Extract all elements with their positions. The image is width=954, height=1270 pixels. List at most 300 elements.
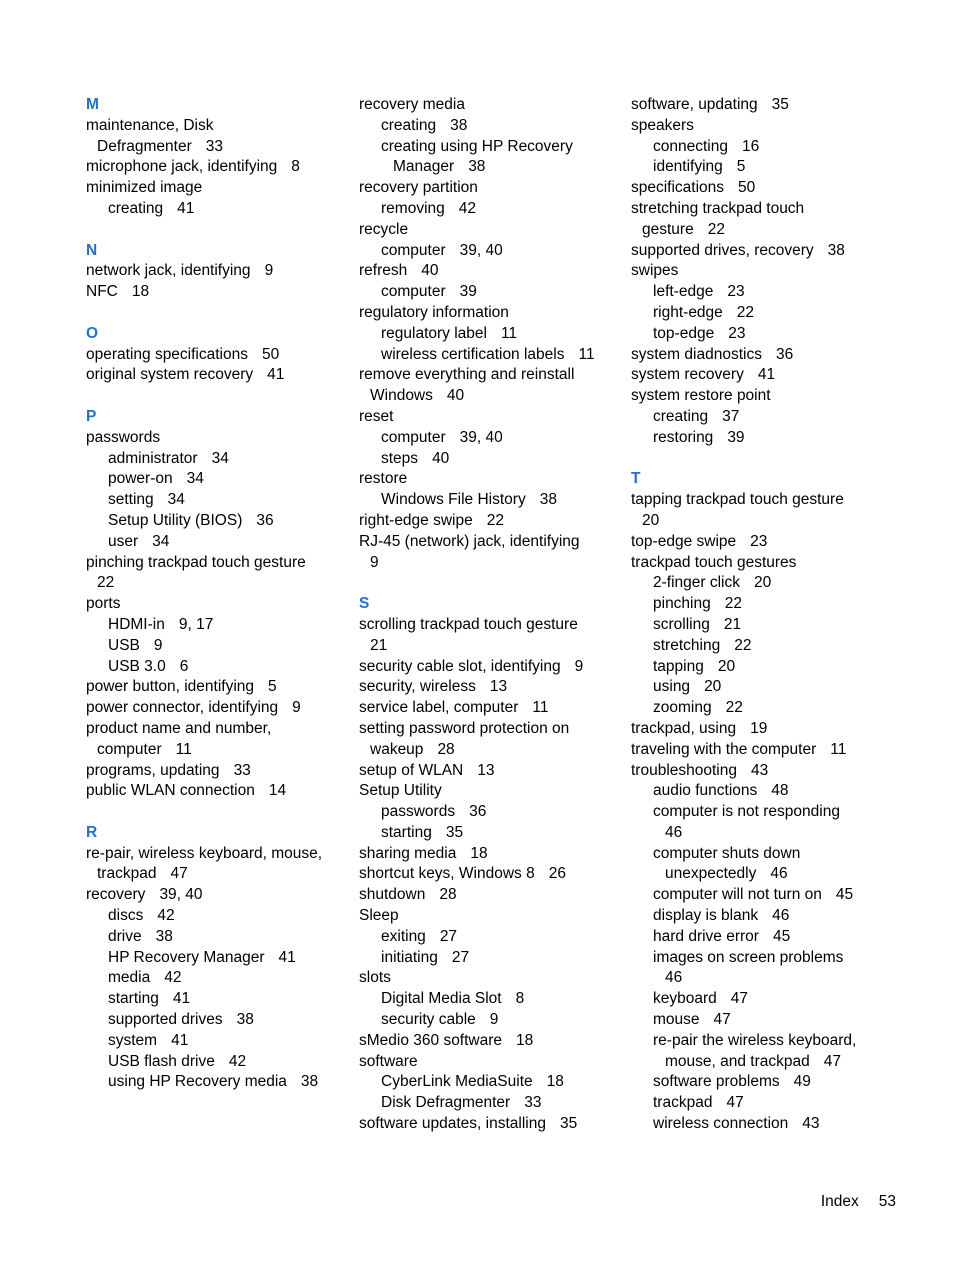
entry-term: original system recovery xyxy=(86,366,254,384)
entry-term: wireless connection xyxy=(653,1115,789,1133)
index-entry xyxy=(359,157,621,178)
index-entry xyxy=(631,1010,893,1031)
index-entry xyxy=(631,282,893,303)
entry-term: top-edge xyxy=(653,324,715,342)
entry-pages: 22 xyxy=(725,699,743,717)
entry-term: reset xyxy=(359,407,394,425)
entry-pages: 20 xyxy=(704,678,722,696)
entry-term: regulatory information xyxy=(359,303,509,321)
index-entry xyxy=(631,220,893,241)
entry-term: passwords xyxy=(86,428,161,446)
index-entry xyxy=(631,864,893,885)
entry-term: tapping trackpad touch gesture xyxy=(631,491,844,509)
entry-term: software xyxy=(359,1052,418,1070)
index-entry xyxy=(359,1010,621,1031)
entry-pages: 34 xyxy=(152,532,170,550)
entry-term: 46 xyxy=(665,969,683,987)
section-gap xyxy=(86,386,348,407)
entry-term: mouse xyxy=(653,1011,700,1029)
entry-pages: 50 xyxy=(738,179,756,197)
entry-pages: 47 xyxy=(170,865,188,883)
entry-term: media xyxy=(108,969,151,987)
entry-term: 9 xyxy=(370,553,379,571)
index-entry xyxy=(631,636,893,657)
entry-term: ports xyxy=(86,595,121,613)
index-entry xyxy=(86,1072,348,1093)
section-letter: P xyxy=(86,407,97,425)
entry-term: zooming xyxy=(653,699,712,717)
entry-term: images on screen problems xyxy=(653,948,844,966)
entry-term: recycle xyxy=(359,220,409,238)
index-entry xyxy=(359,823,621,844)
index-entry xyxy=(359,636,621,657)
index-entry xyxy=(359,927,621,948)
entry-term: Windows xyxy=(370,387,433,405)
entry-term: Disk Defragmenter xyxy=(381,1094,511,1112)
entry-pages: 11 xyxy=(500,324,518,342)
entry-pages: 42 xyxy=(228,1052,247,1070)
entry-pages: 33 xyxy=(205,137,224,155)
entry-term: wireless certification labels xyxy=(381,345,565,363)
index-entry xyxy=(631,407,893,428)
entry-term: operating specifications xyxy=(86,345,248,363)
entry-pages: 13 xyxy=(477,761,495,779)
entry-term: mouse, and trackpad xyxy=(665,1052,810,1070)
index-entry xyxy=(86,677,348,698)
page-footer xyxy=(821,1192,896,1213)
entry-pages: 5 xyxy=(736,158,746,176)
entry-term: trackpad xyxy=(97,865,157,883)
entry-term: minimized image xyxy=(86,179,203,197)
entry-pages: 20 xyxy=(717,657,736,675)
index-entry xyxy=(631,615,893,636)
entry-pages: 9, 17 xyxy=(178,615,214,633)
section-letter: M xyxy=(86,96,99,113)
entry-pages: 35 xyxy=(771,96,789,113)
index-entry xyxy=(86,116,348,137)
entry-term: creating xyxy=(108,199,164,217)
entry-pages: 21 xyxy=(723,615,742,633)
entry-term: hard drive error xyxy=(653,927,759,945)
entry-pages: 38 xyxy=(236,1011,254,1029)
entry-pages: 18 xyxy=(546,1073,564,1091)
entry-term: 2-finger click xyxy=(653,574,740,592)
index-entry xyxy=(359,677,621,698)
index-entry xyxy=(86,178,348,199)
entry-term: software updates, installing xyxy=(359,1115,546,1133)
entry-term: computer is not responding xyxy=(653,803,840,821)
index-entry xyxy=(631,511,893,532)
entry-term: stretching xyxy=(653,636,721,654)
entry-pages: 13 xyxy=(489,678,508,696)
section-gap xyxy=(359,573,621,594)
section-gap xyxy=(86,220,348,241)
entry-term: right-edge xyxy=(653,303,723,321)
entry-pages: 39 xyxy=(727,428,745,446)
index-entry xyxy=(631,781,893,802)
entry-pages: 28 xyxy=(439,886,457,904)
section-letter: S xyxy=(359,595,370,613)
entry-pages: 39, 40 xyxy=(459,428,503,446)
entry-term: recovery media xyxy=(359,96,465,113)
entry-term: USB flash drive xyxy=(108,1052,215,1070)
entry-pages: 20 xyxy=(754,574,772,592)
page-number: 53 xyxy=(878,1193,896,1210)
index-entry xyxy=(631,345,893,366)
entry-term: RJ-45 (network) jack, identifying xyxy=(359,532,580,550)
index-entry xyxy=(631,906,893,927)
index-entry xyxy=(359,95,621,116)
index-entry xyxy=(359,802,621,823)
entry-term: scrolling trackpad touch gesture xyxy=(359,615,578,633)
entry-term: right-edge swipe xyxy=(359,511,473,529)
entry-term: sharing media xyxy=(359,844,457,862)
entry-term: network jack, identifying xyxy=(86,262,251,280)
section-gap xyxy=(86,802,348,823)
entry-term: top-edge swipe xyxy=(631,532,737,550)
entry-term: creating xyxy=(653,407,709,425)
entry-pages: 41 xyxy=(757,366,776,384)
entry-pages: 18 xyxy=(516,1031,534,1049)
entry-term: microphone jack, identifying xyxy=(86,158,278,176)
entry-pages: 14 xyxy=(268,782,287,800)
entry-term: security cable slot, identifying xyxy=(359,657,561,675)
index-entry xyxy=(631,698,893,719)
entry-term: tapping xyxy=(653,657,704,675)
entry-term: system recovery xyxy=(631,366,744,384)
index-entry xyxy=(359,885,621,906)
index-entry xyxy=(631,178,893,199)
entry-pages: 36 xyxy=(775,345,794,363)
index-entry xyxy=(86,636,348,657)
index-entry xyxy=(631,719,893,740)
entry-term: Setup Utility (BIOS) xyxy=(108,511,243,529)
entry-pages: 8 xyxy=(291,158,300,176)
entry-pages: 36 xyxy=(256,511,274,529)
index-entry xyxy=(86,282,348,303)
entry-term: power button, identifying xyxy=(86,678,255,696)
entry-pages: 41 xyxy=(177,199,195,217)
entry-term: remove everything and reinstall xyxy=(359,366,575,384)
index-entry xyxy=(631,303,893,324)
entry-term: starting xyxy=(381,823,432,841)
entry-term: setting xyxy=(108,491,154,509)
entry-term: trackpad touch gestures xyxy=(631,553,797,571)
index-entry xyxy=(359,116,621,137)
entry-term: product name and number, xyxy=(86,719,272,737)
entry-pages: 9 xyxy=(292,699,301,717)
entry-pages: 39, 40 xyxy=(459,241,503,259)
index-entry xyxy=(631,532,893,553)
index-entry xyxy=(359,615,621,636)
entry-term: user xyxy=(108,532,139,550)
index-entry xyxy=(631,802,893,823)
entry-pages: 39 xyxy=(459,283,477,301)
index-entry xyxy=(359,345,621,366)
entry-term: unexpectedly xyxy=(665,865,757,883)
entry-term: audio functions xyxy=(653,782,758,800)
entry-term: administrator xyxy=(108,449,198,467)
entry-term: restoring xyxy=(653,428,714,446)
index-entry xyxy=(359,324,621,345)
entry-pages: 37 xyxy=(722,407,740,425)
index-entry xyxy=(631,989,893,1010)
section-gap xyxy=(631,449,893,470)
entry-term: system restore point xyxy=(631,387,771,405)
index-entry xyxy=(631,1072,893,1093)
entry-pages: 38 xyxy=(468,158,486,176)
index-entry xyxy=(359,137,621,158)
entry-term: maintenance, Disk xyxy=(86,116,214,134)
entry-term: recovery xyxy=(86,886,146,904)
index-entry xyxy=(359,178,621,199)
index-entry xyxy=(86,761,348,782)
index-entry xyxy=(86,740,348,761)
entry-pages: 35 xyxy=(445,823,464,841)
index-entry xyxy=(86,719,348,740)
entry-term: computer xyxy=(381,241,446,259)
index-entry xyxy=(86,428,348,449)
entry-term: security, wireless xyxy=(359,678,476,696)
index-entry xyxy=(86,615,348,636)
entry-pages: 46 xyxy=(772,907,790,925)
index-entry xyxy=(359,989,621,1010)
entry-term: trackpad xyxy=(653,1094,713,1112)
index-entry xyxy=(359,1093,621,1114)
index-entry xyxy=(86,989,348,1010)
entry-term: traveling with the computer xyxy=(631,740,817,758)
index-entry xyxy=(86,199,348,220)
entry-term: 20 xyxy=(642,511,660,529)
index-entry xyxy=(359,948,621,969)
entry-term: HP Recovery Manager xyxy=(108,948,265,966)
entry-term: display is blank xyxy=(653,907,759,925)
entry-term: computer xyxy=(97,740,162,758)
index-entry xyxy=(359,365,621,386)
index-entry xyxy=(631,927,893,948)
entry-pages: 38 xyxy=(827,241,845,259)
entry-term: setup of WLAN xyxy=(359,761,464,779)
index-entry xyxy=(359,1114,621,1135)
index-entry xyxy=(86,1031,348,1052)
index-entry xyxy=(631,324,893,345)
index-entry xyxy=(86,157,348,178)
index-entry xyxy=(631,740,893,761)
entry-term: slots xyxy=(359,969,391,987)
index-entry xyxy=(359,511,621,532)
entry-term: computer xyxy=(381,283,446,301)
index-entry xyxy=(86,261,348,282)
entry-term: stretching trackpad touch xyxy=(631,199,805,217)
index-entry xyxy=(631,885,893,906)
index-entry xyxy=(359,1052,621,1073)
index-entry xyxy=(86,885,348,906)
index-entry xyxy=(359,553,621,574)
index-entry xyxy=(631,594,893,615)
entry-term: wakeup xyxy=(370,740,424,758)
entry-term: supported drives, recovery xyxy=(631,241,814,259)
entry-term: HDMI-in xyxy=(108,615,165,633)
entry-term: shortcut keys, Windows 8 xyxy=(359,865,535,883)
entry-pages: 23 xyxy=(750,532,768,550)
index-entry xyxy=(631,261,893,282)
entry-pages: 9 xyxy=(489,1011,499,1029)
index-entry xyxy=(359,968,621,989)
entry-pages: 38 xyxy=(300,1073,319,1091)
entry-term: power connector, identifying xyxy=(86,699,279,717)
index-entry xyxy=(86,511,348,532)
index-entry xyxy=(631,241,893,262)
entry-pages: 5 xyxy=(268,678,277,696)
entry-term: scrolling xyxy=(653,615,710,633)
entry-pages: 50 xyxy=(262,345,280,363)
entry-pages: 22 xyxy=(734,636,752,654)
entry-pages: 27 xyxy=(439,927,458,945)
entry-pages: 45 xyxy=(772,927,791,945)
index-entry xyxy=(86,1052,348,1073)
entry-pages: 39, 40 xyxy=(159,886,203,904)
entry-term: Manager xyxy=(393,158,455,176)
entry-pages: 9 xyxy=(153,636,163,654)
footer-label: Index xyxy=(820,1193,859,1210)
index-entry xyxy=(86,449,348,470)
index-entry xyxy=(631,116,893,137)
entry-pages: 27 xyxy=(451,948,470,966)
entry-term: keyboard xyxy=(653,990,717,1008)
index-entry xyxy=(359,532,621,553)
entry-term: discs xyxy=(108,907,144,925)
section-gap xyxy=(86,303,348,324)
entry-pages: 6 xyxy=(179,657,189,675)
entry-pages: 43 xyxy=(802,1115,820,1133)
index-entry xyxy=(359,698,621,719)
section-letter: R xyxy=(86,823,98,841)
entry-pages: 22 xyxy=(486,511,504,529)
entry-term: removing xyxy=(381,199,445,217)
entry-pages: 43 xyxy=(751,761,769,779)
entry-pages: 41 xyxy=(171,1031,189,1049)
section-letter: O xyxy=(86,324,99,342)
entry-term: Sleep xyxy=(359,907,399,925)
index-entry xyxy=(86,657,348,678)
entry-term: software problems xyxy=(653,1073,780,1091)
entry-term: creating using HP Recovery xyxy=(381,137,573,155)
entry-term: regulatory label xyxy=(381,324,487,342)
entry-pages: 40 xyxy=(432,449,450,467)
entry-pages: 34 xyxy=(167,491,185,509)
entry-term: pinching xyxy=(653,595,711,613)
entry-pages: 49 xyxy=(793,1073,811,1091)
entry-term: CyberLink MediaSuite xyxy=(381,1073,533,1091)
entry-term: USB 3.0 xyxy=(108,657,166,675)
index-entry xyxy=(631,823,893,844)
entry-pages: 38 xyxy=(450,116,468,134)
entry-pages: 41 xyxy=(267,366,285,384)
entry-term: 21 xyxy=(370,636,388,654)
index-entry xyxy=(631,553,893,574)
entry-term: using xyxy=(653,678,691,696)
entry-term: recovery partition xyxy=(359,179,478,197)
index-entry xyxy=(631,968,893,989)
entry-term: exiting xyxy=(381,927,426,945)
index-entry xyxy=(631,490,893,511)
entry-pages: 28 xyxy=(437,740,455,758)
entry-pages: 35 xyxy=(559,1115,578,1133)
entry-pages: 33 xyxy=(524,1094,542,1112)
index-entry xyxy=(631,1114,893,1135)
index-entry xyxy=(359,490,621,511)
entry-pages: 18 xyxy=(470,844,488,862)
entry-term: specifications xyxy=(631,179,725,197)
entry-pages: 9 xyxy=(264,262,274,280)
entry-pages: 34 xyxy=(186,470,204,488)
entry-term: drive xyxy=(108,927,142,945)
index-entry xyxy=(86,532,348,553)
entry-pages: 16 xyxy=(741,137,760,155)
entry-pages: 26 xyxy=(548,865,566,883)
index-entry xyxy=(359,407,621,428)
entry-term: troubleshooting xyxy=(631,761,737,779)
index-entry xyxy=(359,199,621,220)
entry-pages: 11 xyxy=(578,345,595,363)
index-entry xyxy=(359,282,621,303)
entry-term: system xyxy=(108,1031,158,1049)
index-entry xyxy=(631,844,893,865)
entry-term: computer xyxy=(381,428,446,446)
index-entry xyxy=(631,199,893,220)
index-column-2 xyxy=(359,95,621,1135)
index-entry xyxy=(359,844,621,865)
entry-term: Setup Utility xyxy=(359,782,442,800)
index-entry xyxy=(631,677,893,698)
entry-pages: 48 xyxy=(771,782,789,800)
index-entry xyxy=(359,1072,621,1093)
entry-term: setting password protection on xyxy=(359,719,570,737)
entry-term: re-pair, wireless keyboard, mouse, xyxy=(86,844,323,862)
entry-pages: 41 xyxy=(172,990,191,1008)
index-entry xyxy=(631,137,893,158)
index-entry xyxy=(631,948,893,969)
index-entry xyxy=(631,95,893,116)
entry-pages: 47 xyxy=(823,1052,842,1070)
entry-term: programs, updating xyxy=(86,761,220,779)
entry-pages: 36 xyxy=(469,803,487,821)
entry-pages: 40 xyxy=(446,387,465,405)
entry-term: steps xyxy=(381,449,419,467)
entry-pages: 11 xyxy=(830,740,847,758)
index-entry xyxy=(359,261,621,282)
entry-term: system diadnostics xyxy=(631,345,762,363)
index-entry xyxy=(359,428,621,449)
entry-term: refresh xyxy=(359,262,408,280)
index-entry xyxy=(86,490,348,511)
entry-term: software, updating xyxy=(631,96,758,113)
entry-term: pinching trackpad touch gesture xyxy=(86,553,306,571)
index-entry xyxy=(359,906,621,927)
index-entry xyxy=(86,137,348,158)
index-entry xyxy=(631,657,893,678)
index-entry xyxy=(86,927,348,948)
index-entry xyxy=(86,553,348,574)
entry-term: starting xyxy=(108,990,159,1008)
entry-term: connecting xyxy=(653,137,728,155)
entry-term: using HP Recovery media xyxy=(108,1073,287,1091)
entry-term: USB xyxy=(108,636,140,654)
index-entry xyxy=(631,1093,893,1114)
entry-pages: 11 xyxy=(175,740,192,758)
entry-term: speakers xyxy=(631,116,694,134)
entry-pages: 8 xyxy=(515,990,525,1008)
